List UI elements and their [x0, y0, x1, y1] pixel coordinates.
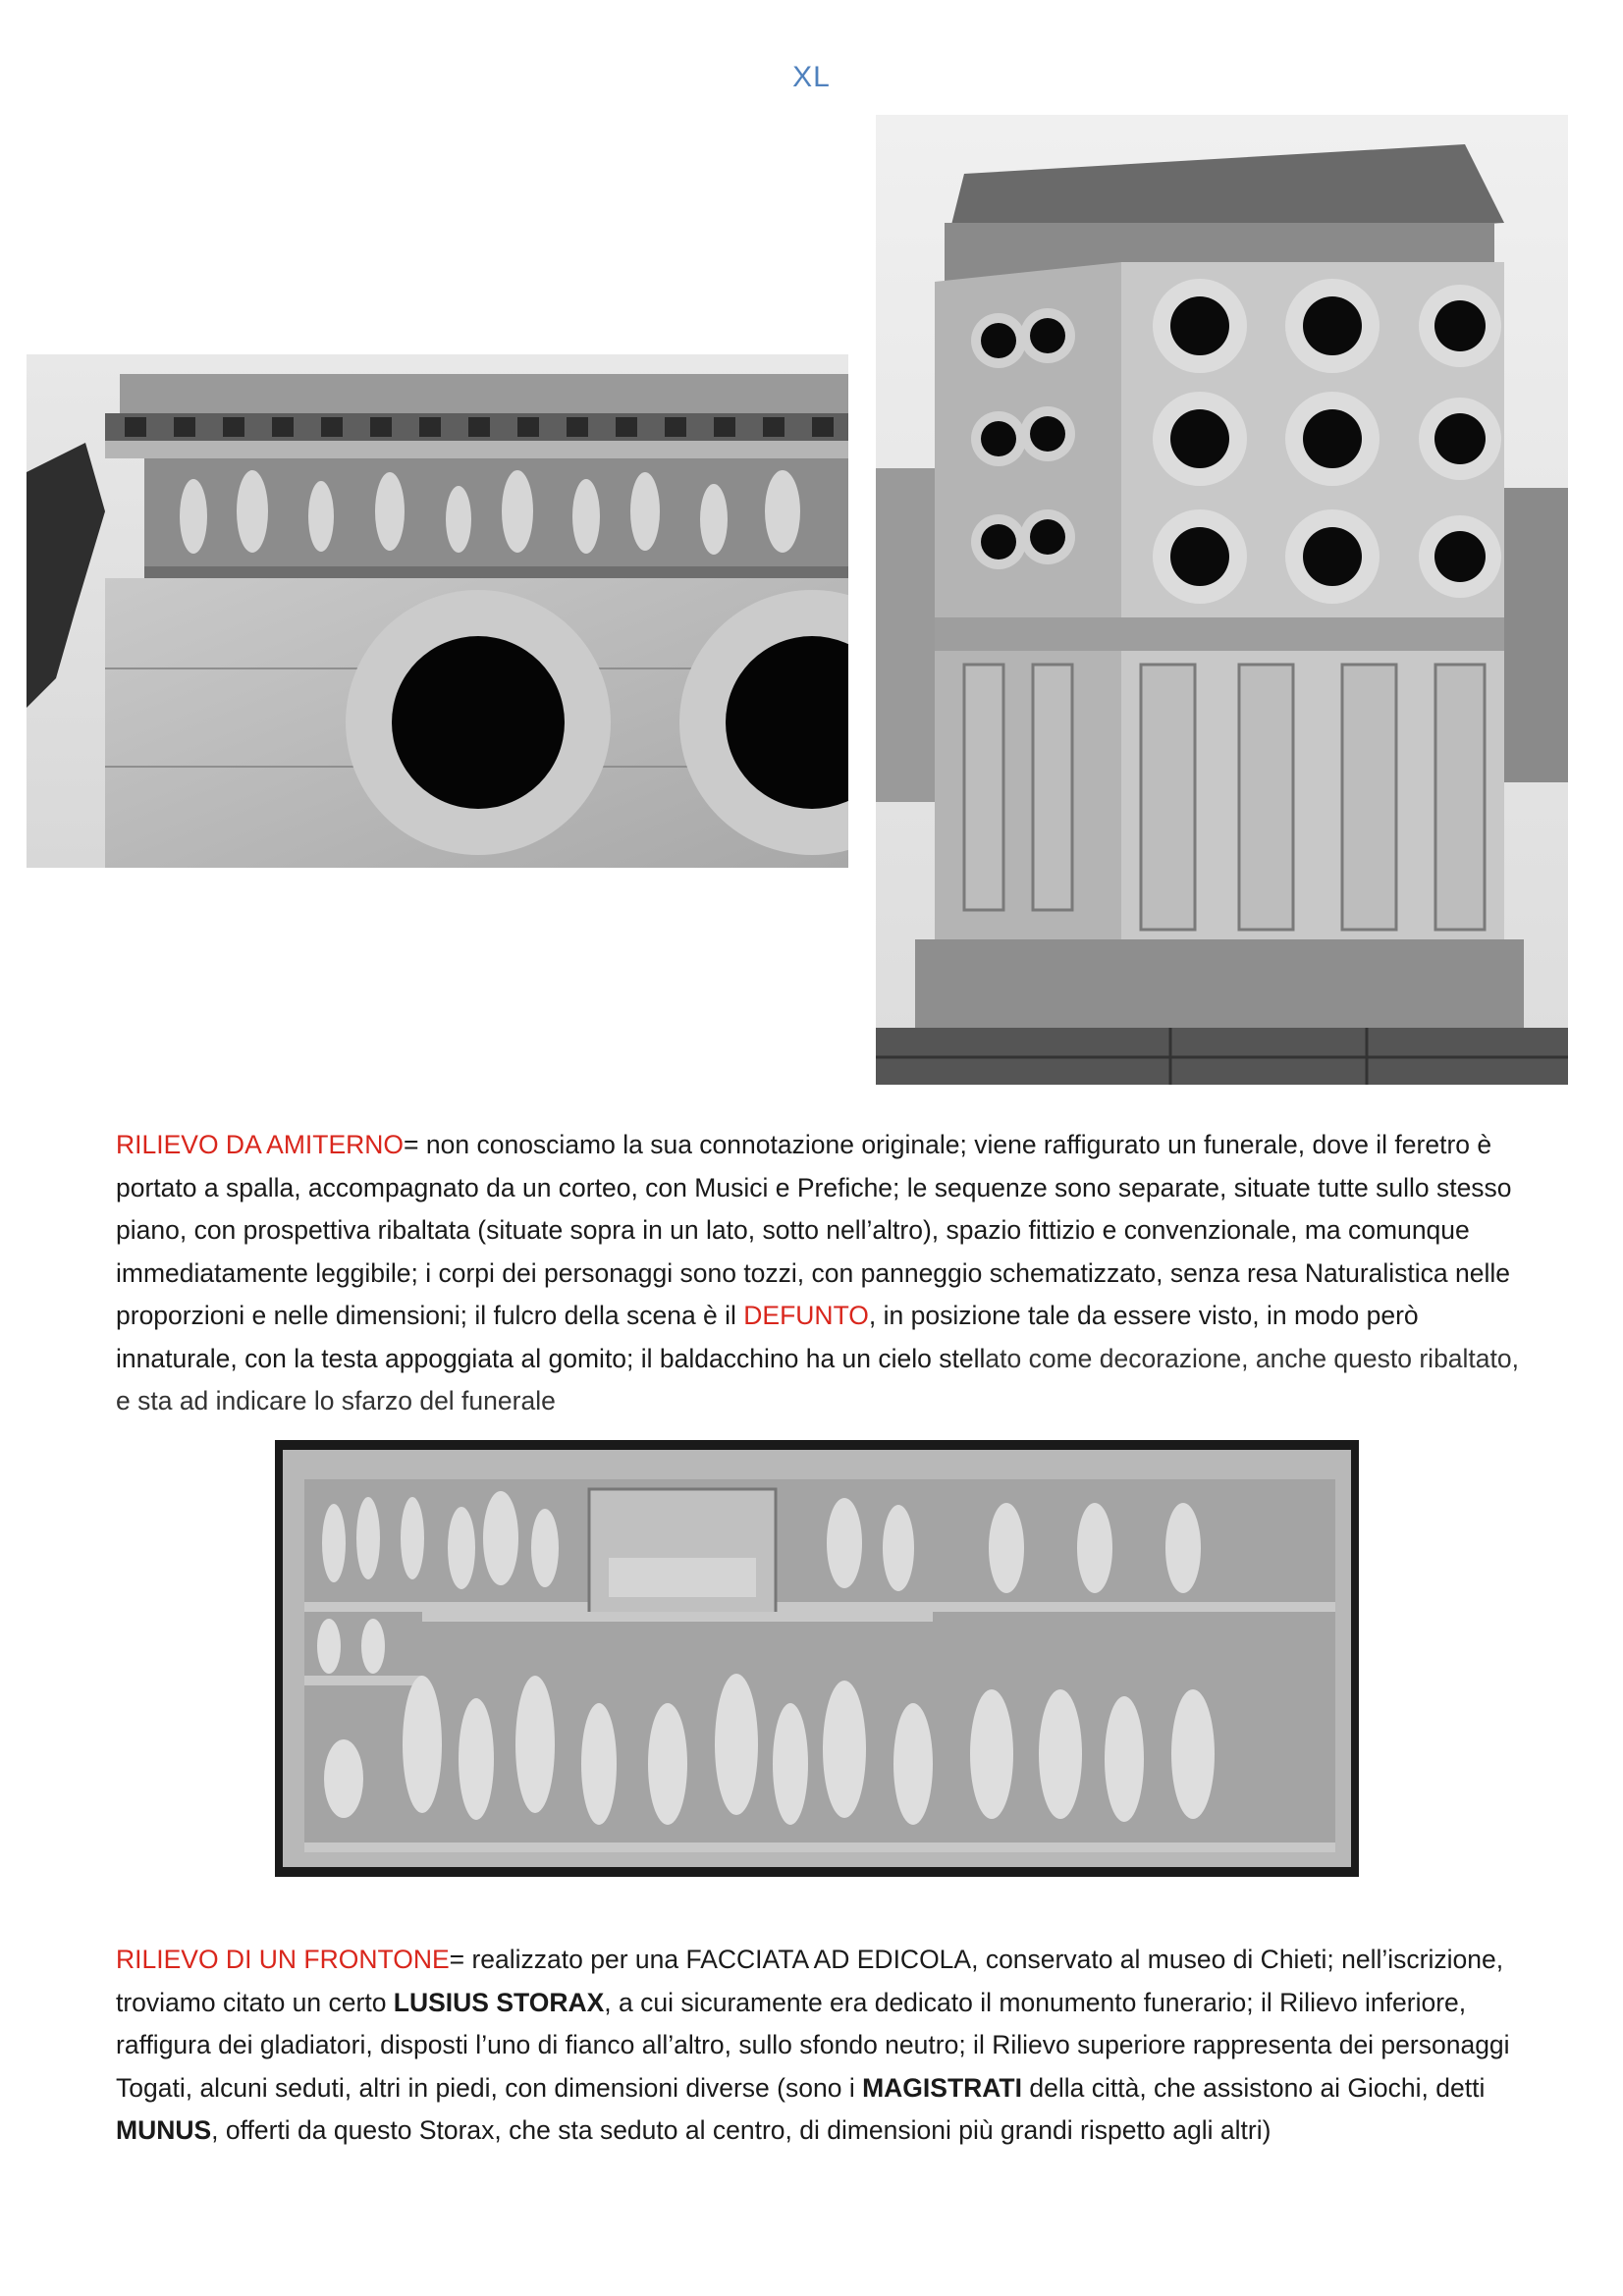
emphasis-munus: MUNUS [116, 2115, 212, 2145]
paragraph-text: della città, che assistono ai Giochi, detti [1022, 2072, 1486, 2103]
paragraph-text: = realizzato per una FACCIATA AD EDICOLA, conservato al museo di Chieti; nell’iscrizione, troviamo citato un certo [116, 1945, 1504, 2017]
paragraph-text: , a cui sicuramente era dedicato il monumento funerario; il Rilievo inferiore, raffigura dei gladiatori, disposti l’uno di fianco all’altro, sullo sfondo neutro; il Rilievo superiore rappresenta dei personaggi Togati, alcuni seduti, altri in piedi, con dimensioni diverse (sono i [116, 1987, 1510, 2103]
paragraph-frontone [116, 1939, 1530, 2153]
paragraph-text: , offerti da questo Storax, che sta seduto al centro, di dimensioni più grandi rispetto agli altri) [211, 2115, 1271, 2145]
tomb-of-eurysaces-photo [876, 115, 1568, 1085]
emphasis-lusius-storax: LUSIUS STORAX [393, 1987, 605, 2017]
heading-rilievo-frontone: RILIEVO DI UN FRONTONE [116, 1945, 450, 1974]
emphasis-defunto: DEFUNTO [743, 1301, 869, 1330]
amiterno-frieze-photo [27, 354, 848, 868]
heading-rilievo-amiterno: RILIEVO DA AMITERNO [116, 1130, 405, 1159]
emphasis-magistrati: MAGISTRATI [862, 2072, 1022, 2103]
paragraph-text: = non conosciamo la sua connotazione originale; viene raffigurato un funerale, dove il feretro è portato a spalla, accompagnato da un corteo, con Musici e Prefiche; le sequenze sono separate, situate tutte sullo stesso piano, con prospettiva ribaltata (situate sopra in un lato, sotto nell’altro), spazio fittizio e convenzionale, ma comunque immediatamente leggibile; i corpi dei personaggi sono tozzi, con panneggio schematizzato, senza resa Naturalistica nelle proporzioni e nelle dimensioni; il fulcro della scena è il [116, 1130, 1512, 1330]
amiterno-funeral-relief-photo [275, 1440, 1359, 1877]
paragraph-text: ato come decorazione, anche questo ribaltato, e sta ad indicare lo sfarzo del funerale [116, 1343, 1519, 1415]
paragraph-text: , in posizione tale da essere visto, in modo però innaturale, con la testa appoggiata al gomito; il baldacchino ha un cielo stell [116, 1301, 1419, 1373]
page-number: XL [792, 61, 831, 93]
paragraph-amiterno [116, 1124, 1530, 1423]
